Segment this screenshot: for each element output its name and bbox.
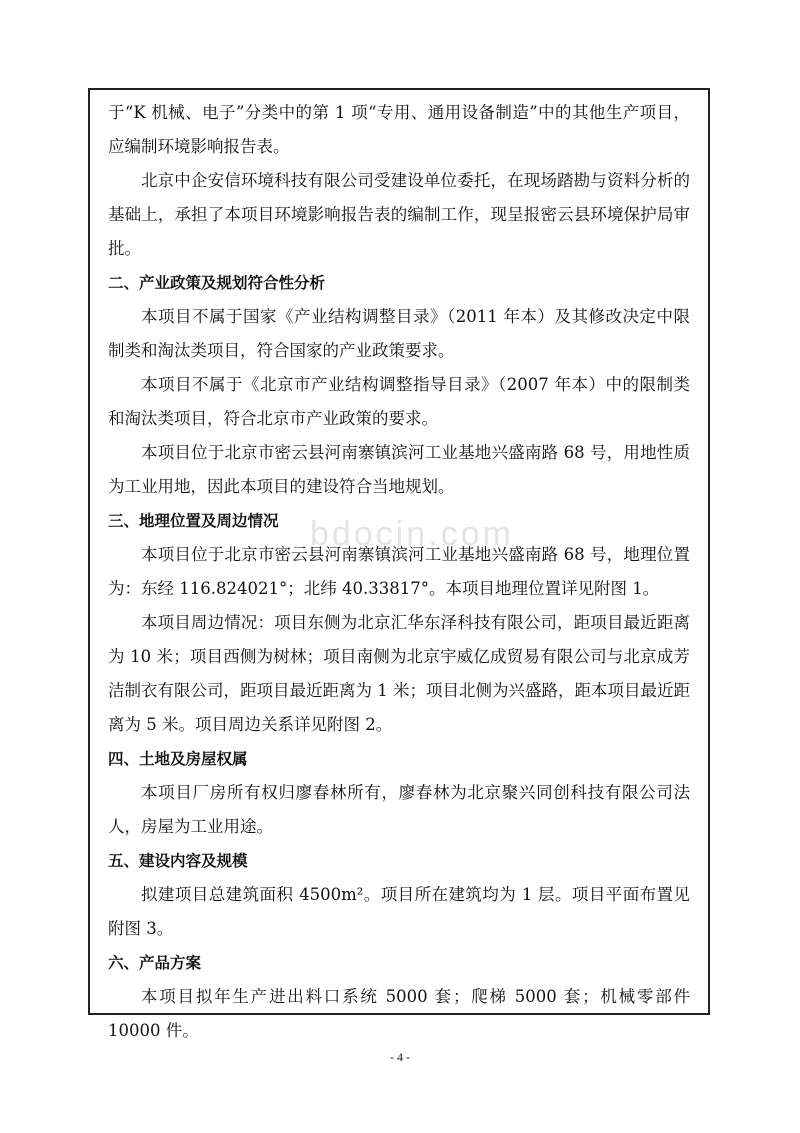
paragraph: 本项目拟年生产进出料口系统 5000 套；爬梯 5000 套；机械零部件 10000 件。 xyxy=(108,987,690,1040)
section-heading: 二、产业政策及规划符合性分析 xyxy=(108,274,326,292)
document-frame xyxy=(88,88,710,1040)
section-heading: 四、土地及房屋权属 xyxy=(108,750,248,768)
paragraph: 本项目位于北京市密云县河南寨镇滨河工业基地兴盛南路 68 号，用地性质为工业用地，因此本项目的建设符合当地规划。 xyxy=(108,443,690,496)
paragraph: 本项目不属于《北京市产业结构调整指导目录》（2007 年本）中的限制类和淘汰类项目，符合北京市产业政策的要求。 xyxy=(108,375,690,428)
paragraph: 北京中企安信环境科技有限公司受建设单位委托，在现场踏勘与资料分析的基础上，承担了本项目环境影响报告表的编制工作，现呈报密云县环境保护局审批。 xyxy=(108,171,690,258)
paragraph: 于“K 机械、电子”分类中的第 1 项“专用、通用设备制造”中的其他生产项目，应编制环境影响报告表。 xyxy=(108,103,690,156)
paragraph: 本项目不属于国家《产业结构调整目录》（2011 年本）及其修改决定中限制类和淘汰类项目，符合国家的产业政策要求。 xyxy=(108,307,690,360)
paragraph: 拟建项目总建筑面积 4500m²。项目所在建筑均为 1 层。项目平面布置见附图 3。 xyxy=(108,885,690,938)
paragraph: 本项目厂房所有权归廖春林所有，廖春林为北京聚兴同创科技有限公司法人，房屋为工业用途。 xyxy=(108,783,690,836)
section-heading: 六、产品方案 xyxy=(108,954,202,972)
watermark: bdocin.com xyxy=(310,515,514,553)
paragraph: 本项目位于北京市密云县河南寨镇滨河工业基地兴盛南路 68 号，地理位置为：东经 116.824021°；北纬 40.33817°。本项目地理位置详见附图 1。 xyxy=(108,545,690,598)
section-heading: 三、地理位置及周边情况 xyxy=(108,512,279,530)
section-heading: 五、建设内容及规模 xyxy=(108,852,248,870)
page-number: - 4 - xyxy=(390,1050,410,1064)
paragraph: 本项目周边情况：项目东侧为北京汇华东泽科技有限公司，距项目最近距离为 10 米；项目西侧为树林；项目南侧为北京宇威亿成贸易有限公司与北京成芳洁制衣有限公司，距项目最近距离为 1 米；项目北侧为兴盛路，距本项目最近距离为 5 米。项目周边关系详见附图 2。 xyxy=(108,613,690,734)
